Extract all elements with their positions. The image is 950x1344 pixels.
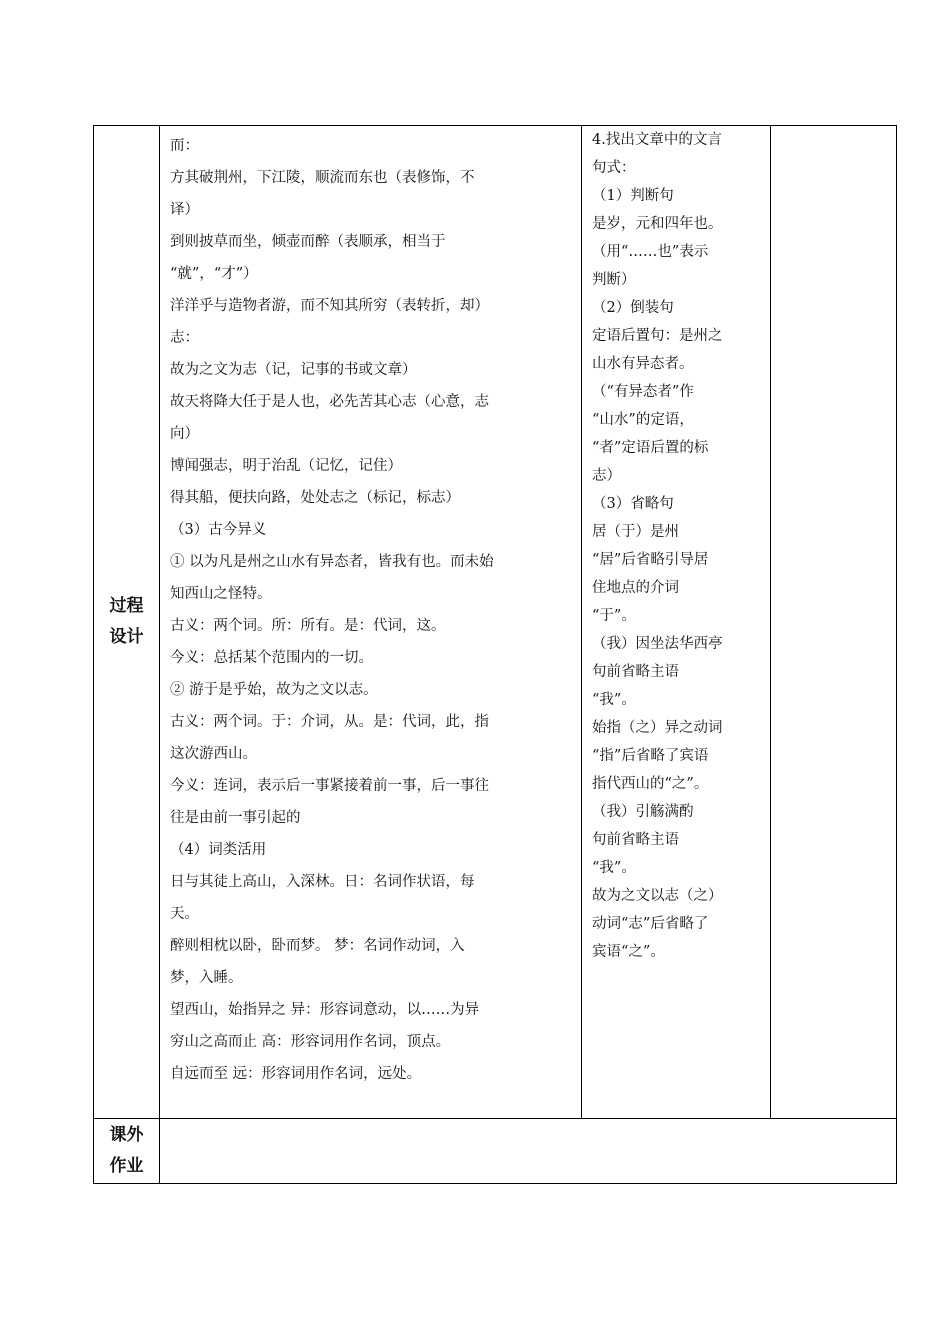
content-line: 日与其徒上高山，入深林。日：名词作状语，每 (170, 874, 475, 890)
process-label-line2: 设计 (109, 627, 144, 647)
sentence-pattern-line: “居”后省略引导居 (592, 552, 709, 568)
homework-row (94, 1119, 897, 1184)
sentence-pattern-line: （“有异态者”作 (592, 384, 694, 400)
content-line: 天。 (170, 906, 199, 922)
content-column (160, 126, 582, 1119)
content-line: 今义：总括某个范围内的一切。 (170, 650, 373, 666)
content-line: 译） (170, 202, 199, 218)
sentence-pattern-line: 句式： (592, 160, 636, 176)
sentence-pattern-line: 是岁，元和四年也。 (592, 216, 723, 232)
sentence-pattern-line: 山水有异态者。 (592, 356, 694, 372)
sentence-pattern-line: “者”定语后置的标 (592, 440, 709, 456)
content-line: 得其船，便扶向路，处处志之（标记，标志） (170, 490, 460, 506)
content-line: 洋洋乎与造物者游，而不知其所穷（表转折，却） (170, 298, 489, 314)
content-line: 自远而至 远：形容词用作名词，远处。 (170, 1066, 422, 1082)
sentence-pattern-line: 4.找出文章中的文言 (592, 132, 722, 148)
homework-content-cell (160, 1119, 897, 1184)
content-line: ② 游于是乎始，故为之文以志。 (170, 682, 378, 698)
content-line: ① 以为凡是州之山水有异态者，皆我有也。而未始 (170, 554, 494, 570)
content-line: 梦，入睡。 (170, 970, 243, 986)
sentence-pattern-line: 句前省略主语 (592, 832, 679, 848)
content-line: 志： (170, 330, 199, 346)
sentence-patterns-column (582, 126, 771, 1119)
sentence-pattern-line: “于”。 (592, 608, 636, 624)
content-line: 方其破荆州，下江陵，顺流而东也（表修饰，不 (170, 170, 475, 186)
sentence-pattern-line: 定语后置句：是州之 (592, 328, 723, 344)
content-line: “就”，“才”） (170, 266, 258, 282)
sentence-pattern-line: “山水”的定语， (592, 412, 694, 428)
content-line: 今义：连词，表示后一事紧接着前一事，后一事往 (170, 778, 489, 794)
homework-label-cell (94, 1119, 160, 1184)
content-line: （4）词类活用 (170, 842, 267, 858)
notes-column (771, 126, 897, 1119)
sentence-pattern-line: 句前省略主语 (592, 664, 679, 680)
content-line: 这次游西山。 (170, 746, 257, 762)
sentence-pattern-line: 志） (592, 468, 621, 484)
content-line: 醉则相枕以卧，卧而梦。 梦：名词作动词，入 (170, 938, 465, 954)
sentence-pattern-line: （我）因坐法华西亭 (592, 636, 723, 652)
content-line: 故天将降大任于是人也，必先苦其心志（心意，志 (170, 394, 489, 410)
sentence-pattern-line: “我”。 (592, 692, 636, 708)
sentence-pattern-line: 居（于）是州 (592, 524, 679, 540)
sentence-pattern-line: （1）判断句 (592, 188, 674, 204)
sentence-pattern-line: 宾语“之”。 (592, 944, 665, 960)
sentence-pattern-line: （用“……也”表示 (592, 244, 709, 260)
process-design-label-cell (94, 126, 160, 1119)
sentence-pattern-line: 始指（之）异之动词 (592, 720, 723, 736)
sentence-pattern-line: 指代西山的“之”。 (592, 776, 709, 792)
sentence-pattern-line: （3）省略句 (592, 496, 674, 512)
sentence-pattern-line: （2）倒装句 (592, 300, 674, 316)
homework-label-line1: 课外 (109, 1125, 144, 1145)
content-line: 故为之文为志（记，记事的书或文章） (170, 362, 417, 378)
content-line: 古义：两个词。所：所有。是：代词，这。 (170, 618, 446, 634)
content-line: 望西山，始指异之 异：形容词意动，以……为异 (170, 1002, 480, 1018)
content-line: 穷山之高而止 高：形容词用作名词，顶点。 (170, 1034, 451, 1050)
content-line: 向） (170, 426, 199, 442)
sentence-pattern-line: （我）引觞满酌 (592, 804, 694, 820)
content-line: 而： (170, 138, 199, 154)
process-label-line1: 过程 (109, 596, 144, 616)
content-line: 知西山之怪特。 (170, 586, 272, 602)
content-line: 往是由前一事引起的 (170, 810, 301, 826)
content-line: 古义：两个词。于：介词，从。是：代词，此，指 (170, 714, 489, 730)
content-line: （3）古今异义 (170, 522, 267, 538)
sentence-pattern-line: “指”后省略了宾语 (592, 748, 709, 764)
sentence-pattern-line: 动词“志”后省略了 (592, 916, 709, 932)
content-line: 到则披草而坐，倾壶而醉（表顺承，相当于 (170, 234, 446, 250)
sentence-pattern-line: 故为之文以志（之） (592, 888, 723, 904)
sentence-pattern-line: 住地点的介词 (592, 580, 679, 596)
sentence-pattern-line: “我”。 (592, 860, 636, 876)
process-design-row (94, 126, 897, 1119)
content-line: 博闻强志，明于治乱（记忆，记住） (170, 458, 402, 474)
sentence-pattern-line: 判断） (592, 272, 636, 288)
lesson-plan-table (93, 125, 897, 1184)
homework-label-line2: 作业 (109, 1156, 144, 1176)
